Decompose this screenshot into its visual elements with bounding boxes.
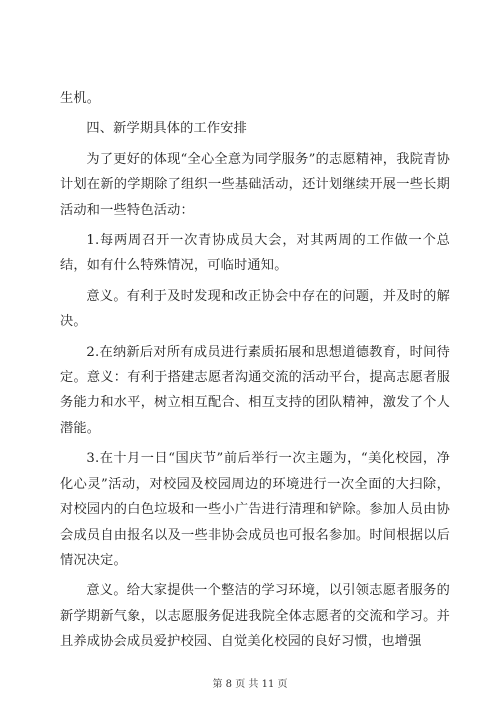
list-item-2: 2.在纳新后对所有成员进行素质拓展和思想道德教育，时间待定。意义：有利于搭建志愿者沟通交流的活动平台，提高志愿者服务能力和水平，树立相互配合、相互支持的团队精神，激发了个人潜能。 [60,344,450,436]
paragraph-intro: 为了更好的体现“全心全意为同学服务”的志愿精神，我院青协计划在新的学期除了组织一些基础活动，还计划继续开展一些长期活动和一些特色活动： [60,151,450,218]
list-item-1-significance: 意义。有利于及时发现和改正协会中存在的问题，并及时的解决。 [60,288,450,330]
list-item-3-significance: 意义。给大家提供一个整洁的学习环境，以引领志愿者服务的新学期新气象，以志愿服务促进我院全体志愿者的交流和学习。并且养成协会成员爱护校园、自觉美化校园的良好习惯，也增强 [60,583,450,650]
section-heading: 四、新学期具体的工作安排 [86,121,248,137]
page-footer: 第 8 页 共 11 页 [212,679,288,690]
list-item-3: 3.在十月一日“国庆节”前后举行一次主题为，“美化校园，净化心灵”活动，对校园及校园周边的环境进行一次全面的大扫除，对校园内的白色垃圾和一些小广告进行清理和铲除。参加人员由协会成员自由报名以及一些非协会成员也可报名参加。时间根据以后情况决定。 [60,451,450,568]
paragraph-continuation: 生机。 [60,91,101,106]
document-body [60,86,450,655]
list-item-1: 1.每两周召开一次青协成员大会，对其两周的工作做一个总结，如有什么特殊情况，可临时通知。 [60,233,450,274]
